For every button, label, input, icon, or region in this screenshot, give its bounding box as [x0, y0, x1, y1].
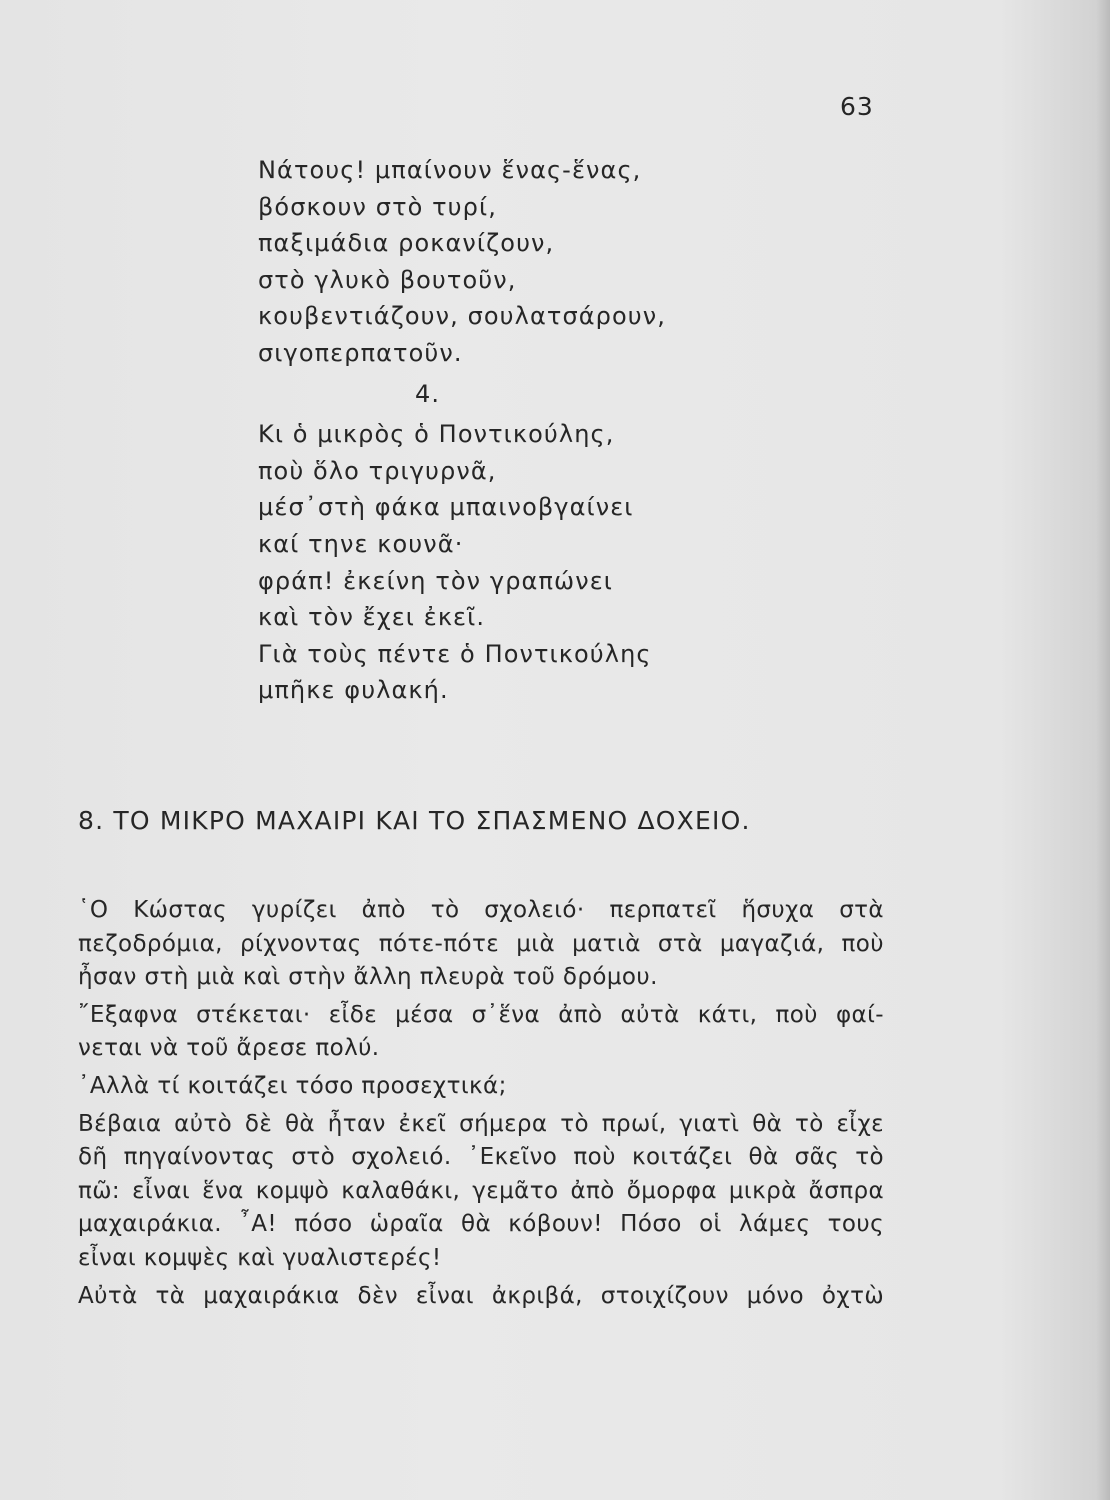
- prose-line: ᾽Αλλὰ τί κοιτάζει τόσο προσεχτικά;: [78, 1072, 507, 1099]
- prose-body: [78, 894, 884, 1313]
- poem: [258, 152, 666, 709]
- prose-line: ἦσαν στὴ μιὰ καὶ στὴν ἄλλη πλευρὰ τοῦ δρόμου.: [78, 964, 658, 991]
- prose-line: Αὐτὰ τὰ μαχαιράκια δὲν εἶναι ἀκριβά, στοιχίζουν μόνο ὀχτὼ: [78, 1282, 884, 1309]
- poem-line: κουβεντιάζουν, σουλατσάρουν,: [258, 302, 667, 331]
- poem-line: στὸ γλυκὸ βουτοῦν,: [258, 265, 517, 294]
- poem-line: βόσκουν στὸ τυρί,: [258, 192, 497, 221]
- poem-line: Γιὰ τοὺς πέντε ὁ Ποντικούλης: [258, 639, 652, 668]
- poem-line: ποὺ ὅλο τριγυρνᾶ,: [258, 456, 497, 485]
- poem-line: παξιμάδια ροκανίζουν,: [258, 229, 555, 258]
- page-number: 63: [840, 92, 874, 121]
- prose-line: πεζοδρόμια, ρίχνοντας πότε-πότε μιὰ ματιὰ στὰ μαγαζιά, ποὺ: [78, 930, 884, 957]
- poem-line: Νάτους! μπαίνουν ἕνας-ἕνας,: [258, 156, 642, 184]
- poem-line: σιγοπερπατοῦν.: [258, 338, 463, 367]
- prose-line: δῆ πηγαίνοντας στὸ σχολειό. ᾽Εκεῖνο ποὺ κοιτάζει θὰ σᾶς τὸ: [78, 1144, 884, 1171]
- prose-line: ῾Ο Κώστας γυρίζει ἀπὸ τὸ σχολειό· περπατεῖ ἥσυχα στὰ: [78, 897, 884, 923]
- prose-line: μαχαιράκια. ῏Α! πόσο ὡραῖα θὰ κόβουν! Πόσο οἱ λάμες τους: [78, 1211, 884, 1238]
- prose-line: νεται νὰ τοῦ ἄρεσε πολύ.: [78, 1035, 380, 1062]
- poem-line: μπῆκε φυλακή.: [258, 676, 449, 705]
- prose-line: πῶ: εἶναι ἕνα κομψὸ καλαθάκι, γεμᾶτο ἀπὸ ὄμορφα μικρὰ ἄσπρα: [78, 1177, 884, 1204]
- poem-line: καί τηνε κουνᾶ·: [258, 529, 464, 558]
- prose-line: Βέβαια αὐτὸ δὲ θὰ ἦταν ἐκεῖ σήμερα τὸ πρωί, γιατὶ θὰ τὸ εἶχε: [78, 1110, 884, 1137]
- poem-line: μέσ᾽στὴ φάκα μπαινοβγαίνει: [258, 493, 634, 522]
- stanza-number: 4.: [415, 379, 441, 408]
- poem-line: φράπ! ἐκείνη τὸν γραπώνει: [258, 566, 614, 595]
- prose-line: εἶναι κομψὲς καὶ γυαλιστερές!: [78, 1244, 442, 1271]
- prose-line: ῎Εξαφνα στέκεται· εἶδε μέσα σ᾽ἕνα ἀπὸ αὐτὰ κάτι, ποὺ φαί-: [78, 1001, 884, 1028]
- poem-line: Κι ὁ μικρὸς ὁ Ποντικούλης,: [258, 420, 615, 449]
- poem-line: καὶ τὸν ἔχει ἐκεῖ.: [258, 603, 486, 632]
- chapter-heading: 8. ΤΟ ΜΙΚΡΟ ΜΑΧΑΙΡΙ ΚΑΙ ΤΟ ΣΠΑΣΜΕΝΟ ΔΟΧΕΙΟ.: [78, 806, 751, 835]
